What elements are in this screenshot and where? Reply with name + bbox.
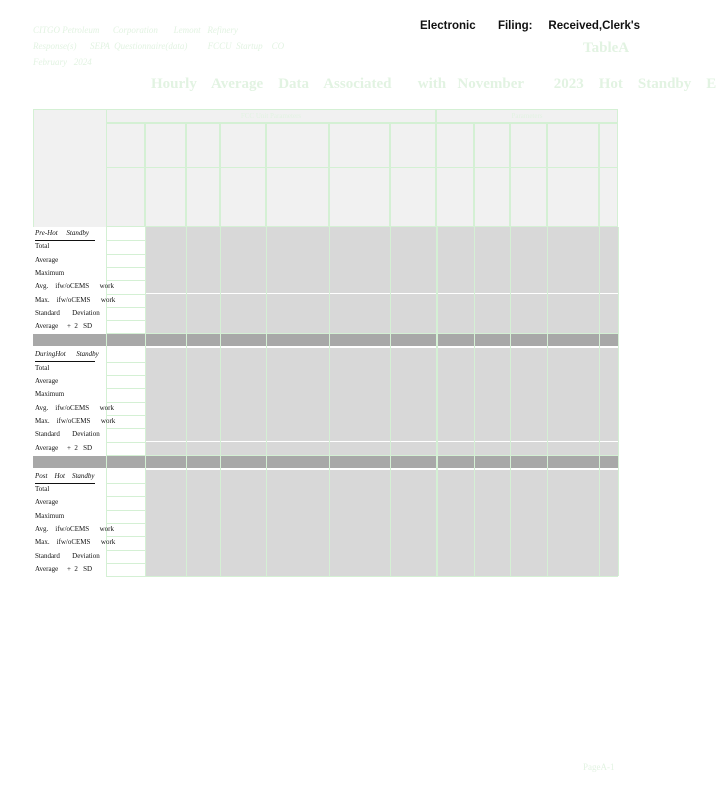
section-heading: DuringHot Standby: [33, 348, 106, 362]
row-label: Standard Deviation: [35, 430, 100, 439]
column-header: [436, 123, 474, 227]
column-line: [145, 227, 146, 576]
row-label: Standard Deviation: [35, 551, 100, 560]
row-label: Avg. ifw/oCEMS work: [35, 525, 115, 533]
row-label: Standard Deviation: [35, 308, 100, 317]
row-label: Max. ifw/oCEMS work: [35, 416, 116, 425]
row-label: Maximum: [35, 268, 65, 277]
header-line: Response(s) SEPA Questionnaire(data) FCCU Startup CO: [33, 41, 285, 51]
column-line: [436, 227, 438, 576]
column-header: [474, 123, 510, 227]
column-group-label: FCC Unit Parameters: [240, 112, 302, 120]
row-label: Avg. ifw/oCEMS work: [35, 282, 115, 291]
column-line: [618, 227, 619, 576]
column-line: [329, 227, 330, 576]
row-label: Maximum: [35, 511, 65, 520]
filing-stamp: Electronic Filing: Received,Clerk's: [420, 20, 641, 32]
page-title: Hourly Average Data Associated with November 2023 Hot Standby E: [151, 76, 716, 92]
row-label: Average + 2 SD: [35, 443, 93, 452]
row-label: Total: [35, 363, 50, 372]
column-header: [186, 123, 220, 227]
row-label: Average: [35, 377, 59, 385]
column-header: [599, 123, 618, 227]
column-header: [390, 123, 436, 227]
document-header-left: [33, 22, 333, 70]
column-header: [510, 123, 547, 227]
column-header: [106, 123, 145, 227]
row-label: Average + 2 SD: [35, 322, 93, 331]
row-label: Total: [35, 242, 50, 251]
column-header: [220, 123, 266, 227]
row-label: Avg. ifw/oCEMS work: [35, 403, 115, 412]
row-label: Max. ifw/oCEMS work: [35, 538, 116, 547]
column-line: [266, 227, 267, 576]
column-header: [266, 123, 329, 227]
section-heading: Pre-Hot Standby: [33, 227, 106, 241]
row-label: Average + 2 SD: [35, 564, 93, 573]
column-line: [599, 227, 600, 576]
column-group-label: Parameters: [511, 112, 543, 120]
column-line: [474, 227, 475, 576]
column-line: [390, 227, 391, 576]
row-label: Maximum: [35, 390, 65, 399]
header-line: CITGO Petroleum Corporation Lemont Refinery: [33, 25, 238, 35]
column-line: [220, 227, 221, 576]
column-header: [547, 123, 599, 227]
table-id: TableA: [583, 40, 630, 56]
section-heading: Post Hot Standby: [33, 470, 106, 484]
row-line: [106, 576, 618, 577]
column-line: [510, 227, 511, 576]
column-header: [329, 123, 390, 227]
section-separator-band: [33, 334, 618, 346]
row-label: Average: [35, 498, 59, 507]
column-header: [145, 123, 186, 227]
column-line: [547, 227, 548, 576]
header-separator: [106, 167, 618, 168]
column-group-fcc-unit: [106, 109, 436, 123]
row-label: Total: [35, 485, 50, 494]
column-line: [186, 227, 187, 576]
row-label: Average: [35, 255, 59, 264]
section-separator-band: [33, 456, 618, 468]
column-group-parameters: [436, 109, 618, 123]
row-label: Max. ifw/oCEMS work: [35, 295, 116, 304]
page-number: PageA-1: [583, 762, 615, 772]
header-line: February 2024: [33, 57, 92, 67]
